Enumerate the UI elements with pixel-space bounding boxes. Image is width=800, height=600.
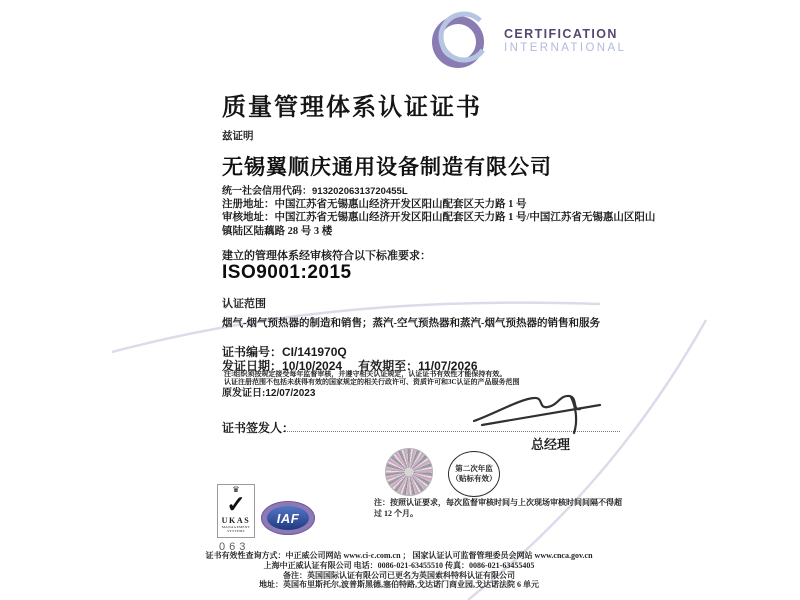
- footer-line-company: 上海中正威认证有限公司 电话：0086-021-63455510 传真：0086-021-63455405: [263, 560, 535, 570]
- surveillance-note: 注：按照认证要求，每次监督审核时间与上次现场审核时间间隔不得超过 12 个月。: [374, 498, 622, 519]
- surveillance-stamp: [448, 451, 500, 497]
- ukas-sub1: MANAGEMENT: [221, 524, 251, 529]
- holographic-sticker: [385, 448, 433, 496]
- iaf-logo: [261, 501, 315, 535]
- credit-code-value: 91320206313720455L: [312, 186, 408, 197]
- audit-address: 审核地址：中国江苏省无锡惠山经济开发区阳山配套区天力路 1 号/中国江苏省无锡惠山区阳山镇陆区陆藕路 28 号 3 楼: [222, 212, 656, 238]
- iaf-inner-oval: [267, 506, 309, 530]
- expiry-value: 11/07/2026: [418, 359, 478, 373]
- company-name: 无锡翼顺庆通用设备制造有限公司: [222, 155, 552, 179]
- credit-code-label: 统一社会信用代码：: [222, 186, 312, 197]
- certificate-number-value: CI/141970Q: [282, 345, 347, 359]
- footer-line-remark: 备注：英国国际认证有限公司已更名为英国索科特科认证有限公司: [283, 570, 515, 580]
- credit-code-line: [222, 182, 408, 197]
- certificate-note-1: 注:组织须按规定接受每年监督审核，并遵守相关认证规定，认证证书有效性才能保持有效。: [224, 370, 507, 378]
- certification-international-ring-icon: [430, 6, 494, 76]
- surveillance-stamp-line2: （贴标有效）: [451, 474, 497, 483]
- original-issue-line: [222, 384, 315, 399]
- iaf-label: IAF: [276, 510, 300, 526]
- ukas-crown-icon: ♛: [232, 485, 240, 494]
- ukas-logo: [217, 484, 255, 538]
- issuer-label: 证书签发人：: [222, 421, 295, 435]
- certificate-note-2: 认证注册范围不包括未获得有效的国家规定的相关行政许可、资质许可和3C认证的产品服务范围: [224, 378, 520, 386]
- issue-date-label: 发证日期：: [222, 359, 283, 373]
- ukas-name: UKAS: [221, 515, 251, 525]
- ukas-number: 063: [219, 541, 250, 553]
- original-issue-date: 12/07/2023: [265, 388, 316, 399]
- iso-standard-code: ISO9001:2015: [222, 262, 352, 283]
- expiry-label: 有效期至：: [358, 359, 419, 373]
- footer-contact-block: [169, 551, 629, 590]
- certificate-title: 质量管理体系认证证书: [222, 95, 482, 121]
- logo-text-international: INTERNATIONAL: [504, 42, 627, 54]
- surveillance-stamp-line1: 第二次年监: [455, 463, 493, 473]
- intro-text: 兹证明: [222, 131, 254, 142]
- scope-label: 认证范围: [222, 298, 266, 310]
- scope-text: 烟气-烟气预热器的制造和销售；蒸汽-空气预热器和蒸汽-烟气预热器的销售和服务: [222, 318, 600, 329]
- ukas-check-icon: ✓: [226, 492, 246, 517]
- signer-title: 总经理: [531, 437, 571, 452]
- certificate-number-label: 证书编号：: [222, 345, 283, 359]
- handwritten-signature: [468, 387, 613, 435]
- standard-statement: 建立的管理体系经审核符合以下标准要求：: [222, 250, 431, 262]
- issue-date-value: 10/10/2024: [282, 359, 343, 373]
- footer-line-validity: 证书有效性查询方式：中正威公司网站 www.ci-c.com.cn ； 国家认证认可监督管理委员会网站 www.cnca.gov.cn: [205, 551, 593, 560]
- original-issue-label: 原发证日:: [222, 388, 266, 399]
- certification-international-logo: [504, 27, 626, 54]
- logo-text-certification: CERTIFICATION: [504, 27, 618, 41]
- registered-address: 注册地址：中国江苏省无锡惠山经济开发区阳山配套区天力路 1 号: [222, 199, 527, 210]
- ukas-sub2: SYSTEMS: [227, 529, 245, 534]
- footer-line-address: 地址：英国布里斯托尔,波普斯黑德,塞伯特路,戈达诺门商业园,戈达诺法院 6 单元: [259, 580, 539, 590]
